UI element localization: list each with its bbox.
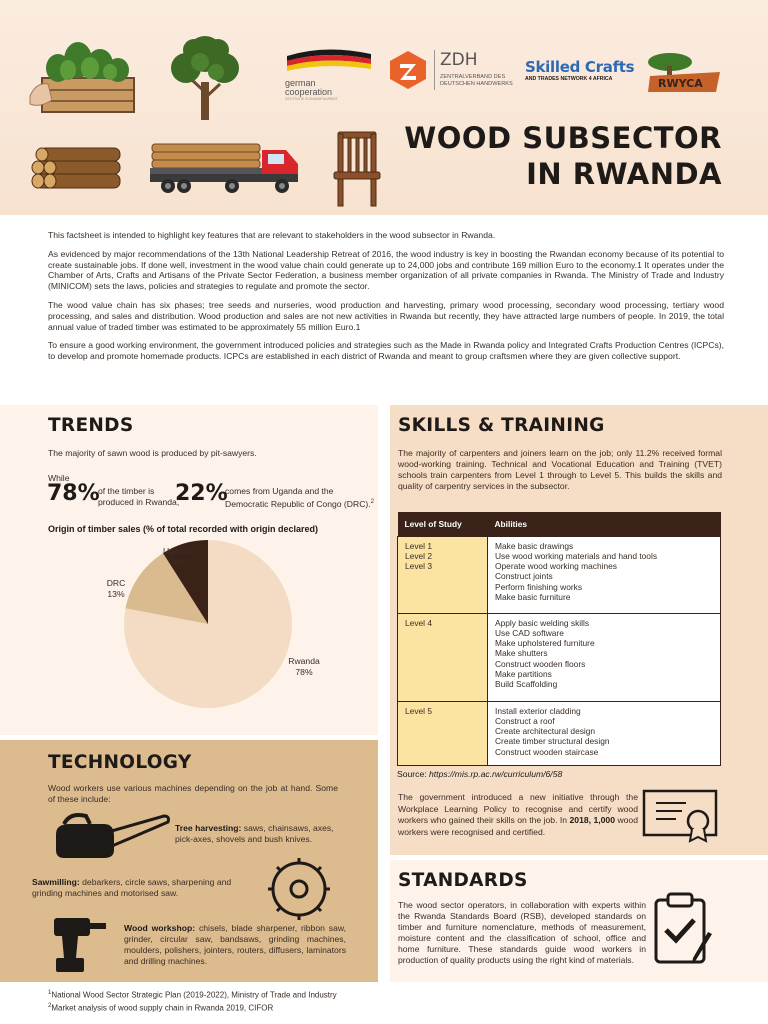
tech-item-label: Sawmilling: [32,877,80,887]
chart-title: Origin of timber sales (% of total recorded with origin declared) [48,524,319,534]
table-cell-level: Level 4 [398,613,488,701]
footnote-number: 1 [48,990,52,996]
circular-saw-icon [266,856,332,922]
intro-paragraph: To ensure a good working environment, the government introduced policies and strategies such as the Made in Rwanda policy and Integrated Crafts Production Centres (ICPCs), to develop and promote homemade products. ICPCs are established in each district of Rwanda and meant to group craftsmen where they are given collective support. [48,340,724,362]
rwyca-name: RWYCA [658,77,703,90]
clipboard-check-icon [652,890,718,968]
zdh-emblem-icon [388,50,428,90]
table-cell-abilities: Install exterior cladding Construct a roof Create architectural design Create timber structural design Construct wooden staircase [488,701,721,765]
table-header-cell: Level of Study [398,512,488,536]
footnote-text: Market analysis of wood supply chain in Rwanda 2019, CIFOR [51,1003,274,1013]
tech-item-tree-harvesting [175,823,350,845]
tree-icon [164,32,246,122]
table-header-row [398,512,721,536]
wooden-chair-icon [332,130,382,210]
table-row [398,613,721,701]
stat-import-text-line: comes from Uganda and the [225,486,334,496]
footnote [48,1001,337,1014]
footnote-text: National Wood Sector Strategic Plan (2019-2022), Ministry of Trade and Industry [51,990,337,1000]
rwyca-logo [644,50,722,94]
intro-paragraph: The wood value chain has six phases; tree seeds and nurseries, wood production and harvesting, primary wood processing, secondary wood processing, tertiary wood processing, and sales and distribution. Wood production and sales are not new activities in Rwanda but recently, they have attracted large numbers of people. In 2019, the total annual value of traded timber was estimated to be approximately 55 million Euro.1 [48,299,724,332]
stat-import-text-line: Democratic Republic of Congo (DRC). [225,498,371,509]
table-row [398,701,721,765]
intro-text [48,230,724,370]
title-line1: WOOD SUBSECTOR [404,121,722,155]
timber-origin-pie-chart [90,540,350,720]
table-cell-abilities: Make basic drawings Use wood working materials and hand tools Operate wood working machines Construct joints Perform finishing works Make basic furniture [488,536,721,613]
technology-intro: Wood workers use various machines depending on the job at hand. Some of these include: [48,783,338,804]
german-coop-line2: cooperation [285,87,333,97]
pie-value-rwanda: 78% [295,667,313,677]
standards-heading: STANDARDS [398,870,528,891]
header-banner [0,0,768,215]
trends-heading: TRENDS [48,415,134,436]
page-title [404,120,722,192]
tech-item-desc: debarkers, circle saws, sharpening and grinding machines and motorised saw. [32,877,232,898]
table-source [397,769,562,779]
skilled-crafts-name: Skilled Crafts [525,58,635,76]
certification-text-part: The government introduced a new initiative through the Workplace Learning Policy to recognise and certify wood workers who gained their skills on the job. In [398,792,638,825]
skilled-crafts-sub: AND TRADES NETWORK 4 AFRICA [525,76,613,82]
title-line2: IN RWANDA [526,157,722,191]
source-link[interactable]: https://mis.rp.ac.rw/curriculum/6/58 [429,769,563,779]
stat-rwanda-text-line: produced in Rwanda, [98,496,180,507]
technology-section [0,740,378,982]
zdh-logo [388,50,522,92]
certificate-icon [642,789,718,843]
logs-icon [28,146,128,194]
chainsaw-icon [50,810,170,864]
certification-text [398,792,638,838]
pie-value-drc: 13% [107,589,125,599]
source-label: Source: [397,769,427,779]
table-cell-level: Level 1 Level 2 Level 3 [398,536,488,613]
zdh-line2: DEUTSCHEN HANDWERKS [440,81,513,87]
pie-value-uganda: 9% [171,557,185,567]
tech-item-desc: saws, chainsaws, axes, pick-axes, shovels and bush knives. [175,823,334,844]
drill-icon [48,912,110,974]
stat-rwanda-value: 78% [47,481,100,506]
tech-item-sawmilling [32,877,257,899]
stat-rwanda-text [98,486,179,507]
pie-label-drc: DRC [106,578,126,588]
skilled-crafts-logo [525,58,641,88]
intro-paragraph: As evidenced by major recommendations of the 13th National Leadership Retreat of 2016, the wood industry is key in boosting the Rwandan economy because of its potential to create sustainable jobs. If done well, investment in the wood value chain could generate up to 24,000 jobs and contribute 169 million Euro to the economy.1 It operates under the Chamber of Arts, Crafts and Artisans of the Private Sector Federation, a business member organization of all private companies in Rwanda. The Ministry of Trade and Industry (MINICOM) sets the laws, policies and strategies to regulate and promote the sector. [48,248,724,292]
table-row [398,536,721,613]
pie-label-uganda: Uganda [162,546,194,556]
pie-label-rwanda: Rwanda [288,656,320,666]
seedling-crate-icon [28,38,140,118]
tech-item-label: Tree harvesting: [175,823,242,833]
while-label: While [48,473,70,483]
intro-paragraph: This factsheet is intended to highlight key features that are relevant to stakeholders in the wood subsector in Rwanda. [48,230,496,240]
certification-count: 2018, 1,000 [569,815,615,825]
footnote-number: 2 [48,1002,52,1009]
technology-heading: TECHNOLOGY [48,752,192,773]
certification-text-part: wood workers were recognised and certified. [398,815,638,837]
stat-import-text [225,486,374,509]
tech-item-wood-workshop [124,923,346,967]
skills-text: The majority of carpenters and joiners learn on the job; only 11.2% received formal wood-working training. Technical and Vocational Education and Training (TVET) schools train carpenters from Level 1 through to Level 5. This builds the skills and quality of carpentry services in the subsector. [398,448,722,491]
tech-item-label: Wood workshop: [124,923,196,933]
german-coop-line3: DEUTSCHE ZUSAMMENARBEIT [285,97,338,101]
table-cell-level: Level 5 [398,701,488,765]
table-cell-abilities: Apply basic welding skills Use CAD software Make upholstered furniture Make shutters Construct wooden floors Make partitions Build Scaffolding [488,613,721,701]
timber-truck-icon [148,140,302,198]
standards-section [390,860,768,982]
tech-item-desc: chisels, blade sharpener, ribbon saw, grinder, circular saw, bandsaws, grinding machines, moulders, polishers, jointers, routers, diffusers, laminators and drilling machines. [124,923,346,966]
zdh-line1: ZENTRALVERBAND DES [440,74,506,80]
footnotes [48,988,337,1013]
zdh-name: ZDH [440,50,478,70]
trends-text: The majority of sawn wood is produced by pit-sawyers. [48,448,257,458]
footnote [48,988,337,1001]
skills-table [397,512,721,766]
german-flag-swoosh-icon [285,48,373,74]
german-coop-line1: german [285,78,316,88]
skills-heading: SKILLS & TRAINING [398,415,605,436]
german-cooperation-logo [285,48,375,101]
footnote-ref: 2 [370,498,375,505]
stat-import-value: 22% [175,481,228,506]
table-header-cell: Abilities [488,512,721,536]
stat-rwanda-text-line: of the timber is [98,486,155,496]
standards-text: The wood sector operators, in collaboration with experts within the Rwanda Standards Board (RSB), developed standards on timber and furniture nomenclature, methods of measurement, moisture content and the classification of school, office and home furniture. These standards guide wood workers in production of quality products using the right kind of materials. [398,900,646,965]
